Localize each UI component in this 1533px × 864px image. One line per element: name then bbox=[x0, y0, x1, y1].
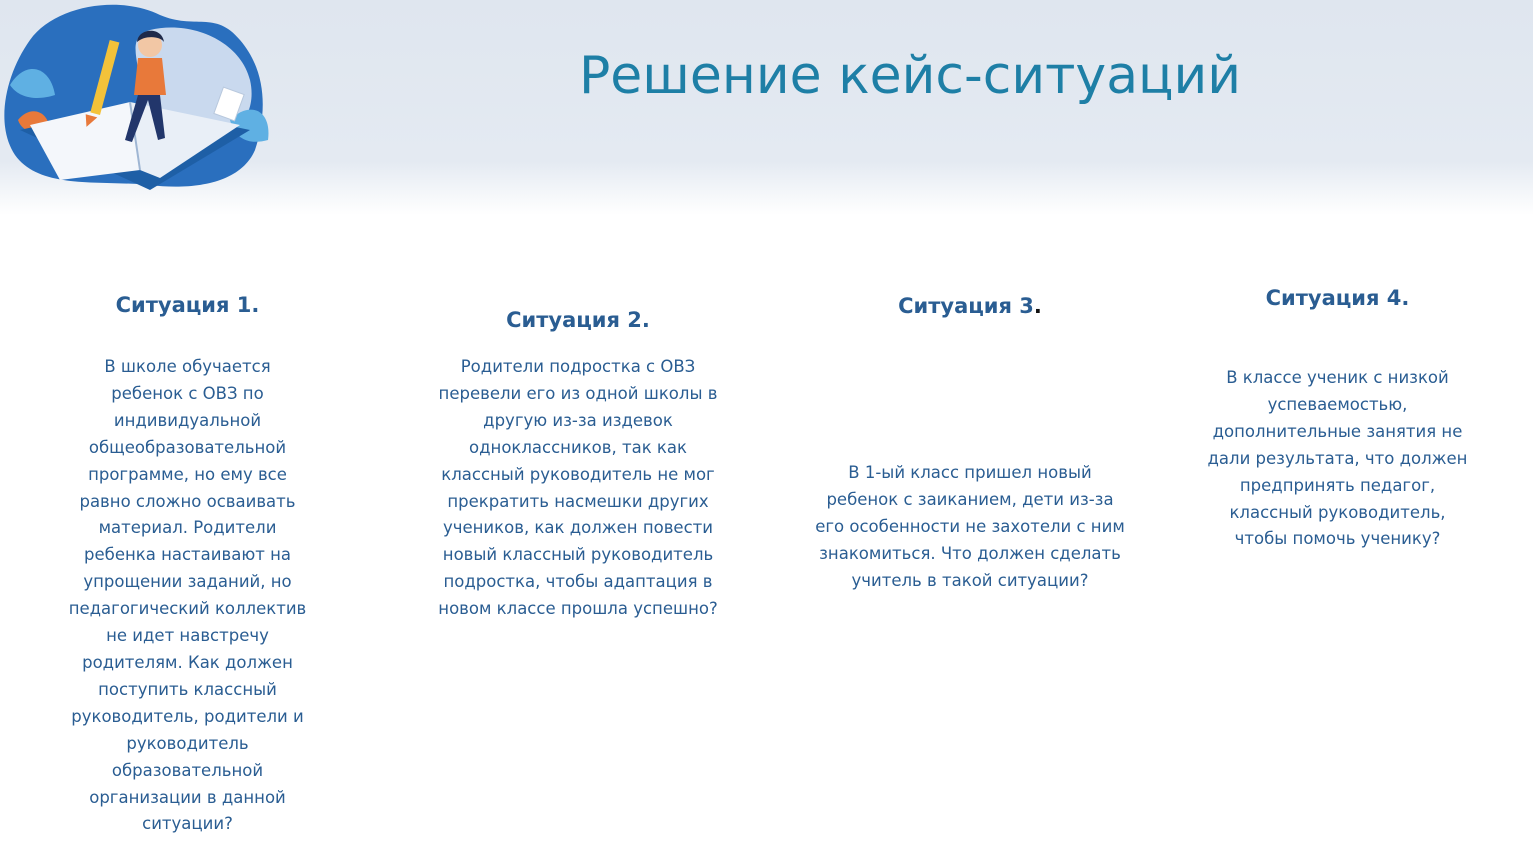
case-title: Ситуация 2. bbox=[506, 308, 650, 332]
text-line: руководитель bbox=[126, 733, 249, 753]
text-line: подростка, чтобы адаптация в bbox=[443, 572, 713, 592]
text-line: В классе ученик с низкой bbox=[1226, 368, 1449, 387]
text-line: равно сложно осваивать bbox=[79, 491, 296, 511]
page-title: Решение кейс-ситуаций bbox=[578, 46, 1242, 106]
case-description bbox=[795, 460, 1145, 595]
text-line: программе, но ему все bbox=[88, 464, 287, 484]
text-line: не идет навстречу bbox=[106, 626, 269, 646]
text-line: другую из-за издевок bbox=[483, 410, 673, 430]
text-line: учеников, как должен повести bbox=[442, 518, 713, 538]
text-line: новый классный руководитель bbox=[442, 545, 714, 565]
text-line: ребенок с ОВЗ по bbox=[111, 383, 264, 403]
case-description bbox=[418, 354, 738, 623]
text-line: руководитель, родители и bbox=[71, 706, 304, 726]
text-line: Родители подростка с ОВЗ bbox=[460, 357, 696, 376]
text-line: классный руководитель не мог bbox=[441, 464, 715, 484]
case-description bbox=[55, 354, 320, 838]
text-line: образовательной bbox=[111, 760, 264, 780]
text-line: чтобы помочь ученику? bbox=[1234, 529, 1441, 549]
text-line: его особенности не захотели с ним bbox=[815, 516, 1125, 536]
text-line: предпринять педагог, bbox=[1239, 475, 1436, 495]
case-description bbox=[1190, 365, 1485, 553]
text-line: ребенка настаивают на bbox=[84, 545, 291, 565]
text-line: материал. Родители bbox=[98, 518, 277, 538]
case-title-text: Ситуация 3 bbox=[898, 294, 1034, 318]
text-line: индивидуальной bbox=[113, 410, 262, 430]
text-line: родителям. Как должен bbox=[82, 652, 293, 672]
text-line: классный руководитель, bbox=[1229, 502, 1446, 522]
text-line: ребенок с заиканием, дети из-за bbox=[826, 489, 1114, 509]
text-line: организации в данной bbox=[89, 787, 286, 807]
case-title bbox=[795, 294, 1145, 318]
text-line: В школе обучается bbox=[104, 357, 271, 376]
text-line: поступить классный bbox=[98, 679, 277, 699]
case-title: Ситуация 4. bbox=[1265, 286, 1410, 310]
text-line: одноклассников, так как bbox=[469, 437, 687, 457]
girl-shirt bbox=[134, 58, 166, 95]
girl-with-pencil-on-book-illustration bbox=[0, 0, 280, 215]
text-line: общеобразовательной bbox=[88, 437, 287, 457]
text-line: новом классе прошла успешно? bbox=[438, 599, 718, 619]
case-title-dot: . bbox=[1033, 294, 1042, 318]
text-line: учитель в такой ситуации? bbox=[851, 570, 1089, 590]
text-line: дополнительные занятия не bbox=[1212, 421, 1463, 441]
text-line: прекратить насмешки других bbox=[447, 491, 709, 511]
text-line: знакомиться. Что должен сделать bbox=[819, 543, 1121, 563]
case-title: Ситуация 1. bbox=[115, 293, 260, 317]
text-line: упрощении заданий, но bbox=[83, 572, 292, 592]
text-line: успеваемостью, bbox=[1267, 394, 1408, 414]
text-line: дали результата, что должен bbox=[1207, 448, 1468, 468]
text-line: перевели его из одной школы в bbox=[438, 383, 718, 403]
text-line: ситуации? bbox=[142, 814, 233, 834]
text-line: В 1-ый класс пришел новый bbox=[848, 463, 1092, 482]
text-line: педагогический коллектив bbox=[68, 599, 307, 619]
